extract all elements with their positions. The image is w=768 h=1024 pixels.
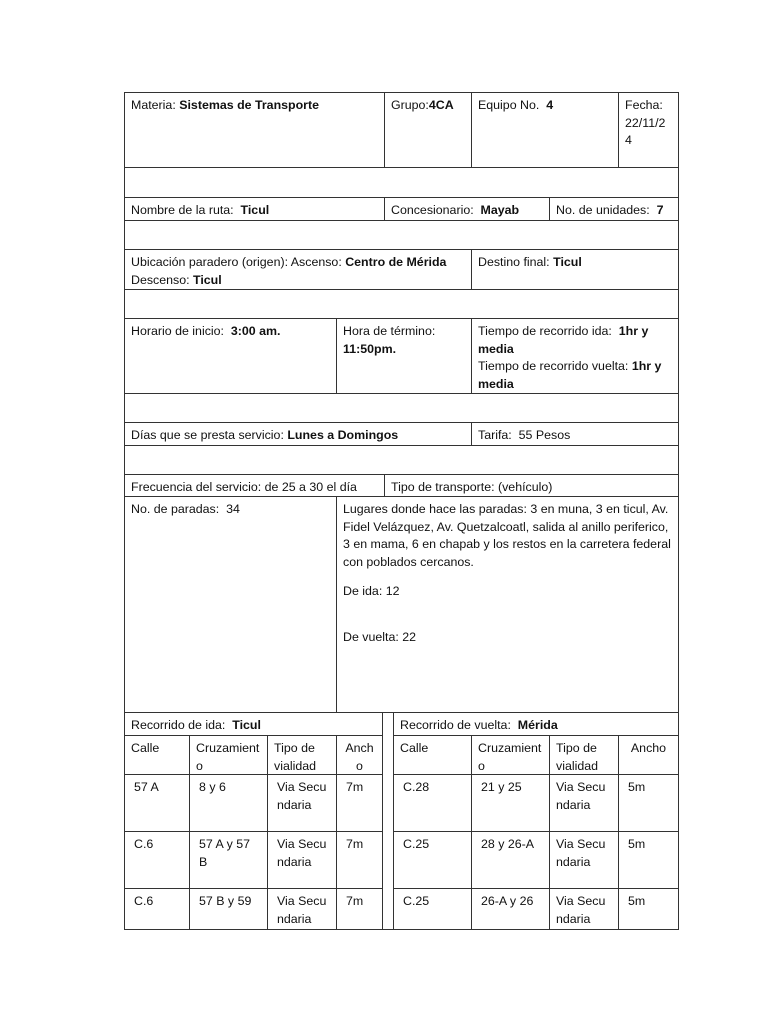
concesionario-cell	[384, 197, 550, 221]
grupo-value: 4CA	[428, 98, 454, 112]
spacer-row	[124, 220, 679, 250]
table-cell: 57 A y 57 B	[199, 837, 250, 869]
vuelta-row-2-ancho	[618, 831, 679, 889]
fecha-value: 22/11/24	[625, 115, 666, 147]
vuelta-row-2-cruzamiento	[471, 831, 550, 889]
ascenso-value: Centro de Mérida	[345, 255, 447, 269]
table-cell: C.25	[403, 894, 430, 908]
inicio-cell	[124, 318, 337, 394]
dias-value: Lunes a Domingos	[287, 428, 399, 442]
ida-row-2-ancho	[336, 831, 383, 889]
ubicacion-label: Ubicación paradero (origen): Ascenso:	[131, 255, 342, 269]
tarifa-cell	[471, 422, 679, 446]
tiempo-ida-value: 1hr y media	[478, 324, 649, 356]
column-header: Cruzamiento	[196, 741, 260, 773]
paradas-value: 34	[226, 502, 240, 516]
grupo-label: Grupo:	[391, 98, 429, 112]
grupo-cell	[384, 92, 472, 168]
fecha-cell	[618, 92, 679, 168]
column-header: Calle	[400, 741, 429, 755]
concesionario-value: Mayab	[480, 203, 520, 217]
equipo-value: 4	[546, 98, 554, 112]
column-header: Cruzamiento	[478, 741, 542, 773]
descenso-value: Ticul	[193, 272, 222, 287]
materia-cell	[124, 92, 385, 168]
ida-row-1-ancho	[336, 774, 383, 832]
inicio-value: 3:00 am.	[230, 324, 281, 338]
vuelta-row-3-tipo	[549, 888, 619, 930]
table-cell: 57 A	[134, 780, 159, 794]
table-cell: 5m	[628, 837, 646, 851]
equipo-label: Equipo No.	[478, 98, 540, 112]
spacer-row	[124, 289, 679, 319]
spacer-row	[124, 393, 679, 423]
unidades-value: 7	[656, 203, 664, 217]
unidades-cell	[549, 197, 679, 221]
table-cell: 7m	[346, 894, 364, 908]
recorrido-vuelta-value: Mérida	[517, 718, 558, 732]
ida-row-1-cruzamiento	[189, 774, 268, 832]
recorrido-vuelta-header	[393, 712, 679, 736]
table-cell: 8 y 6	[199, 780, 226, 794]
ida-header-tipo	[267, 735, 337, 775]
ida-row-2-tipo	[267, 831, 337, 889]
vuelta-row-1-ancho	[618, 774, 679, 832]
ubicacion-cell	[124, 249, 472, 290]
column-header: Tipo de vialidad	[274, 741, 317, 773]
ida-row-1-calle	[124, 774, 190, 832]
column-header: Tipo de vialidad	[556, 741, 599, 773]
ida-row-2-cruzamiento	[189, 831, 268, 889]
nombre-ruta-value: Ticul	[240, 203, 270, 217]
table-cell: Via Secundaria	[277, 894, 327, 926]
column-header: Ancho	[630, 741, 667, 755]
frecuencia-text: Frecuencia del servicio: de 25 a 30 el día	[131, 480, 357, 494]
nombre-ruta-cell	[124, 197, 385, 221]
table-cell: C.25	[403, 837, 430, 851]
dias-cell	[124, 422, 472, 446]
tipo-transporte-cell	[384, 474, 679, 497]
termino-value: 11:50pm.	[343, 341, 397, 356]
ida-row-3-ancho	[336, 888, 383, 930]
table-cell: Via Secundaria	[556, 894, 606, 926]
vuelta-header-cruzamiento	[471, 735, 550, 775]
materia-label: Materia:	[131, 98, 176, 112]
ida-row-3-cruzamiento	[189, 888, 268, 930]
column-header: Calle	[131, 741, 160, 755]
table-cell: Via Secundaria	[277, 837, 327, 869]
table-cell: 21 y 25	[481, 780, 522, 794]
ida-row-3-tipo	[267, 888, 337, 930]
paradas-label: No. de paradas:	[131, 502, 220, 516]
tiempo-vuelta-value: 1hr y media	[478, 359, 662, 391]
table-cell: Via Secundaria	[277, 780, 327, 812]
tiempo-cell	[471, 318, 679, 394]
materia-value: Sistemas de Transporte	[179, 98, 320, 112]
vuelta-header-calle	[393, 735, 472, 775]
vuelta-row-1-cruzamiento	[471, 774, 550, 832]
destino-label: Destino final:	[478, 255, 550, 269]
table-cell: C.6	[134, 894, 154, 908]
table-cell: 57 B y 59	[199, 894, 252, 908]
dias-label: Días que se presta servicio:	[131, 428, 284, 442]
descenso-label: Descenso:	[131, 272, 190, 287]
vuelta-row-1-tipo	[549, 774, 619, 832]
table-cell: 7m	[346, 780, 364, 794]
recorrido-ida-header	[124, 712, 383, 736]
table-cell: Via Secundaria	[556, 837, 606, 869]
vuelta-row-3-calle	[393, 888, 472, 930]
table-cell: 26-A y 26	[481, 894, 534, 908]
ida-row-3-calle	[124, 888, 190, 930]
tiempo-vuelta-label: Tiempo de recorrido vuelta:	[478, 359, 629, 373]
de-ida-text: De ida: 12	[343, 584, 400, 598]
ida-header-calle	[124, 735, 190, 775]
vuelta-row-2-tipo	[549, 831, 619, 889]
equipo-cell	[471, 92, 619, 168]
ida-header-ancho	[336, 735, 383, 775]
termino-cell	[336, 318, 472, 394]
vuelta-row-3-cruzamiento	[471, 888, 550, 930]
destino-cell	[471, 249, 679, 290]
vuelta-header-tipo	[549, 735, 619, 775]
tarifa-value: 55 Pesos	[518, 428, 571, 442]
vuelta-row-2-calle	[393, 831, 472, 889]
table-divider-column	[382, 712, 394, 930]
lugares-cell	[336, 496, 679, 713]
inicio-label: Horario de inicio:	[131, 324, 224, 338]
frecuencia-cell	[124, 474, 385, 497]
termino-label: Hora de término:	[343, 324, 436, 338]
vuelta-row-3-ancho	[618, 888, 679, 930]
table-cell: 7m	[346, 837, 364, 851]
ida-row-1-tipo	[267, 774, 337, 832]
table-cell: 5m	[628, 894, 646, 908]
vuelta-header-ancho	[618, 735, 679, 775]
de-vuelta-text: De vuelta: 22	[343, 629, 417, 644]
column-header: Ancho	[345, 741, 374, 773]
table-cell: Via Secundaria	[556, 780, 606, 812]
recorrido-ida-label: Recorrido de ida:	[131, 718, 226, 732]
unidades-label: No. de unidades:	[556, 203, 650, 217]
recorrido-ida-value: Ticul	[232, 718, 261, 732]
tarifa-label: Tarifa:	[478, 428, 512, 442]
tipo-transporte-text: Tipo de transporte: (vehículo)	[391, 480, 553, 494]
vuelta-row-1-calle	[393, 774, 472, 832]
nombre-ruta-label: Nombre de la ruta:	[131, 203, 234, 217]
destino-value: Ticul	[553, 255, 582, 269]
recorrido-vuelta-label: Recorrido de vuelta:	[400, 718, 511, 732]
tiempo-ida-label: Tiempo de recorrido ida:	[478, 324, 612, 338]
spacer-row	[124, 445, 679, 475]
concesionario-label: Concesionario:	[391, 203, 474, 217]
table-cell: 28 y 26-A	[481, 837, 535, 851]
paradas-cell	[124, 496, 337, 713]
fecha-label: Fecha:	[625, 98, 663, 112]
table-cell: 5m	[628, 780, 646, 794]
ida-header-cruzamiento	[189, 735, 268, 775]
spacer-row	[124, 167, 679, 198]
ida-row-2-calle	[124, 831, 190, 889]
lugares-text: Lugares donde hace las paradas: 3 en muna, 3 en ticul, Av. Fidel Velázquez, Av. Quetzalcoatl, salida al anillo periferico, 3 en mama, 6 en chapab y los restos en la carretera federal con poblados cercanos.	[343, 502, 671, 569]
table-cell: C.6	[134, 837, 154, 851]
table-cell: C.28	[403, 780, 430, 794]
